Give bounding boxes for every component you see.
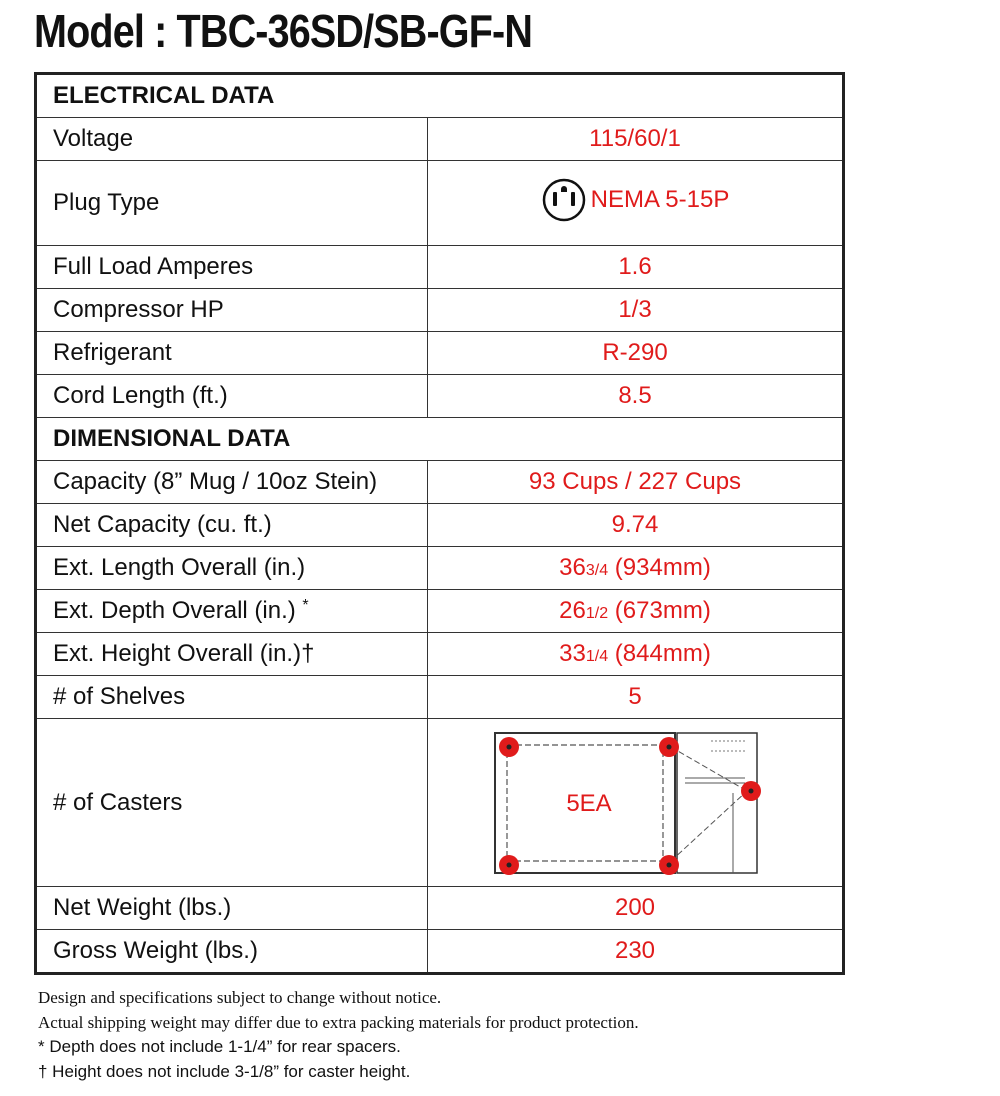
- row-value: 1/3: [428, 289, 844, 332]
- table-row: [36, 161, 844, 246]
- depth-whole: 26: [559, 597, 586, 624]
- row-value: 8.5: [428, 375, 844, 418]
- depth-mm: (673mm): [614, 597, 711, 624]
- row-value: 5: [428, 676, 844, 719]
- row-label: Net Weight (lbs.): [36, 887, 428, 930]
- row-value: 9.74: [428, 504, 844, 547]
- section-electrical: [36, 74, 844, 118]
- footnotes: [38, 986, 639, 1084]
- row-label: Full Load Amperes: [36, 246, 428, 289]
- row-value: [428, 161, 844, 246]
- table-row: [36, 633, 844, 676]
- height-mm: (844mm): [614, 640, 711, 667]
- section-heading: ELECTRICAL DATA: [36, 74, 844, 118]
- table-row: [36, 676, 844, 719]
- table-row: [36, 719, 844, 887]
- table-row: [36, 887, 844, 930]
- footnote: Actual shipping weight may differ due to extra packing materials for product protection.: [38, 1012, 639, 1032]
- plug-outlet-icon: [541, 177, 587, 223]
- row-label: Refrigerant: [36, 332, 428, 375]
- row-label: Voltage: [36, 118, 428, 161]
- section-dimensional: [36, 418, 844, 461]
- caster-diagram: [485, 723, 785, 883]
- row-value: [428, 633, 844, 676]
- table-row: [36, 547, 844, 590]
- table-row: [36, 504, 844, 547]
- table-row: [36, 930, 844, 974]
- footnote: Design and specifications subject to change without notice.: [38, 988, 442, 1007]
- height-label: Ext. Height Overall (in.): [53, 640, 302, 667]
- table-row: [36, 246, 844, 289]
- height-footnote-mark: †: [301, 640, 315, 667]
- row-label: Net Capacity (cu. ft.): [36, 504, 428, 547]
- row-label: Ext. Length Overall (in.): [36, 547, 428, 590]
- table-row: [36, 332, 844, 375]
- row-value: R-290: [428, 332, 844, 375]
- table-row: [36, 590, 844, 633]
- table-row: [36, 289, 844, 332]
- row-label: # of Shelves: [36, 676, 428, 719]
- table-row: [36, 375, 844, 418]
- row-label: # of Casters: [36, 719, 428, 887]
- row-value: 93 Cups / 227 Cups: [428, 461, 844, 504]
- row-label: Capacity (8” Mug / 10oz Stein): [36, 461, 428, 504]
- row-label: Cord Length (ft.): [36, 375, 428, 418]
- height-whole: 33: [559, 640, 586, 667]
- length-fraction: 3/4: [585, 562, 609, 579]
- depth-label: Ext. Depth Overall (in.): [53, 597, 296, 624]
- table-row: [36, 118, 844, 161]
- depth-fraction: 1/2: [585, 605, 609, 622]
- row-value: 115/60/1: [428, 118, 844, 161]
- height-fraction: 1/4: [585, 648, 609, 665]
- spec-table: [34, 72, 845, 975]
- length-mm: (934mm): [614, 554, 711, 581]
- row-label: [36, 633, 428, 676]
- row-label: Gross Weight (lbs.): [36, 930, 428, 974]
- caster-count: 5EA: [566, 789, 612, 817]
- row-label: Plug Type: [36, 161, 428, 246]
- row-label: Compressor HP: [36, 289, 428, 332]
- table-row: [36, 461, 844, 504]
- row-value: [428, 719, 844, 887]
- row-value: 200: [428, 887, 844, 930]
- row-value: [428, 547, 844, 590]
- plug-type-value: NEMA 5-15P: [590, 185, 730, 213]
- depth-footnote-mark: *: [302, 597, 309, 614]
- row-value: [428, 590, 844, 633]
- row-value: 230: [428, 930, 844, 974]
- footnote: * Depth does not include 1-1/4” for rear spacers.: [38, 1037, 401, 1056]
- page-title: Model : TBC-36SD/SB-GF-N: [34, 5, 533, 57]
- length-whole: 36: [559, 554, 586, 581]
- row-value: 1.6: [428, 246, 844, 289]
- section-heading: DIMENSIONAL DATA: [36, 418, 844, 461]
- row-label: [36, 590, 428, 633]
- footnote: † Height does not include 3-1/8” for caster height.: [38, 1061, 411, 1081]
